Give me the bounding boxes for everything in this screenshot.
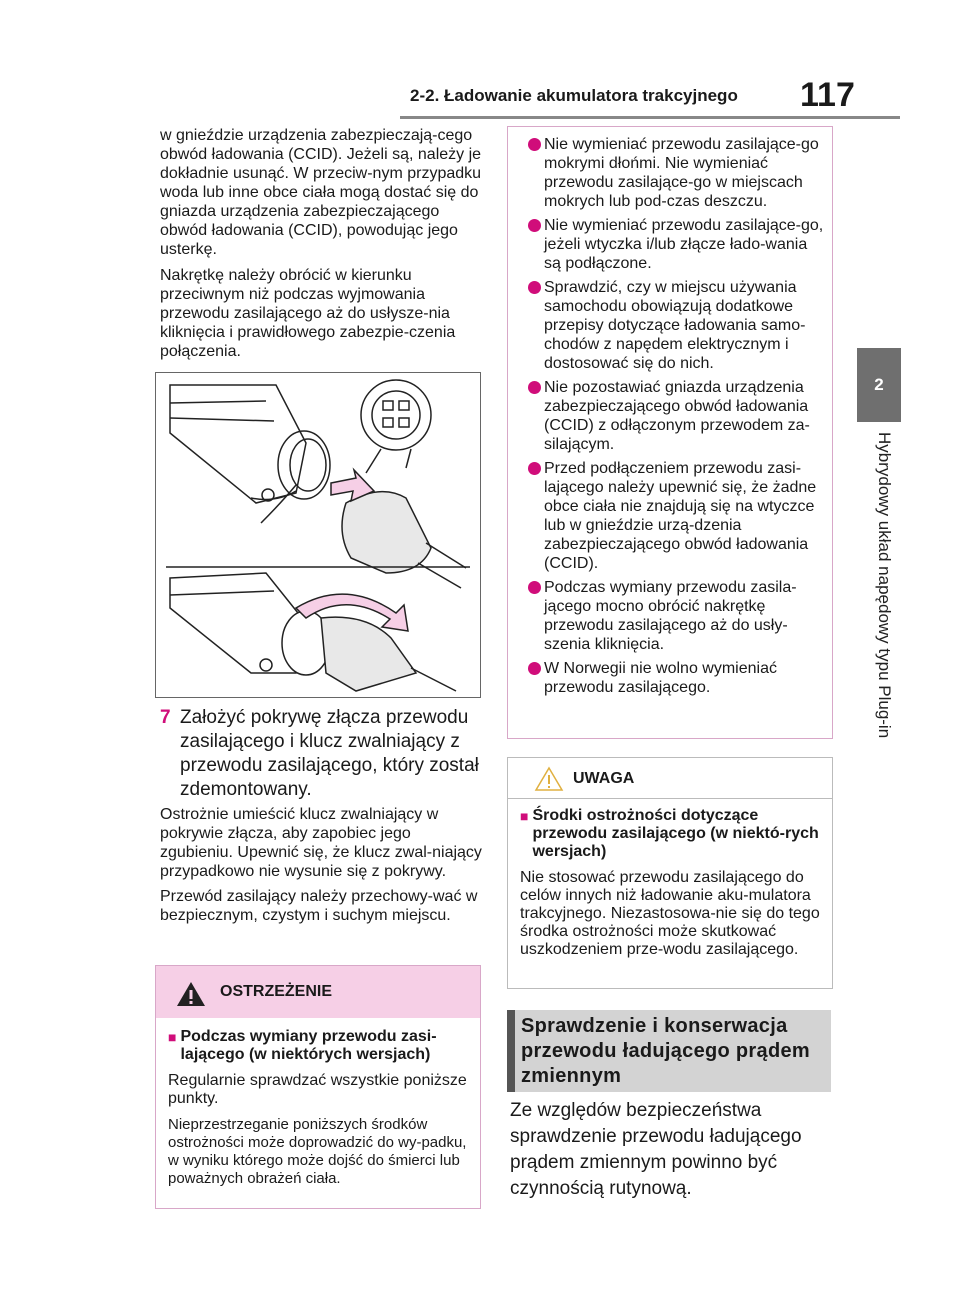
chapter-tab: 2 bbox=[857, 348, 901, 422]
list-item: Nie wymieniać przewodu zasilające-go mokrymi dłońmi. Nie wymieniać przewodu zasilające-go w miejscach mokrych lub pod-czas deszczu. bbox=[518, 135, 824, 211]
bullet-dot-icon bbox=[528, 581, 541, 594]
warning-box bbox=[155, 965, 481, 1209]
step-number: 7 bbox=[160, 707, 171, 728]
bullet-dot-icon bbox=[528, 219, 541, 232]
bullet-dot-icon bbox=[528, 281, 541, 294]
left-column-intro bbox=[160, 126, 485, 368]
bullet-dot-icon bbox=[528, 138, 541, 151]
running-header: 2-2. Ładowanie akumulatora trakcyjnego bbox=[410, 86, 738, 105]
list-item: Sprawdzić, czy w miejscu używania samochodu obowiązują dodatkowe przepisy dotyczące ładowania samo-chodów z napędem elektrycznym i dostosować się do nich. bbox=[518, 278, 824, 373]
list-item: W Norwegii nie wolno wymieniać przewodu zasilającego. bbox=[518, 659, 824, 697]
connector-drawing bbox=[156, 373, 480, 697]
connector-illustration bbox=[155, 372, 481, 698]
paragraph: w gnieździe urządzenia zabezpieczają-cego obwód ładowania (CCID). Jeżeli są, należy je dokładnie usunąć. W przeciw-nym przypadku woda lub inne obce ciała mogą dostać się do gniazda urządzenia zabezpieczającego obwód ładowania (CCID), powodując jego usterkę. bbox=[160, 127, 482, 258]
square-bullet-icon: ■ bbox=[168, 1029, 177, 1045]
step-7 bbox=[160, 706, 490, 802]
warning-header bbox=[156, 966, 480, 1018]
square-bullet-icon: ■ bbox=[520, 808, 529, 824]
warning-heading: Podczas wymiany przewodu zasi-lającego (w niektórych wersjach) bbox=[180, 1028, 437, 1063]
bullet-dot-icon bbox=[528, 662, 541, 675]
paragraph: Przewód zasilający należy przechowy-wać w bezpiecznym, czystym i suchym miejscu. bbox=[160, 888, 478, 924]
warning-body bbox=[156, 1018, 480, 1188]
caution-outline-icon bbox=[534, 766, 564, 792]
notice-header bbox=[508, 758, 832, 799]
notice-heading-row bbox=[520, 807, 822, 861]
warning-bullets-box bbox=[507, 126, 833, 739]
list-item: Nie wymieniać przewodu zasilające-go, jeżeli wtyczka i/lub złącze łado-wania są podłączone. bbox=[518, 216, 824, 273]
warning-icon bbox=[176, 981, 206, 1007]
paragraph: Nakrętkę należy obrócić w kierunku przeciwnym niż podczas wyjmowania przewodu zasilającego aż do usłysze-nia kliknięcia i prawidłowego zabezpie-czenia połączenia. bbox=[160, 267, 456, 360]
list-item: Przed podłączeniem przewodu zasi-lającego należy upewnić się, że żadne obce ciała nie znajdują się na wtyczce lub w gnieździe urzą-dzenia zabezpieczającego obwód ładowania (CCID). bbox=[518, 459, 824, 573]
notice-box bbox=[507, 757, 833, 989]
notice-paragraph: Nie stosować przewodu zasilającego do celów innych niż ładowanie aku-mulatora trakcyjnego. Niezastosowa-nie się do tego środka ostrożności może skutkować uszkodzeniem prze-wodu zasilającego. bbox=[520, 869, 820, 958]
left-column-notes bbox=[160, 805, 485, 931]
header-rule bbox=[400, 116, 900, 119]
warning-paragraph: Regularnie sprawdzać wszystkie poniższe punkty. bbox=[168, 1072, 467, 1107]
section-paragraph: Ze względów bezpieczeństwa sprawdzenie przewodu ładującego prądem zmiennym powinno być czynnością rutynową. bbox=[510, 1100, 802, 1199]
notice-title: UWAGA bbox=[573, 770, 635, 787]
warning-title: OSTRZEŻENIE bbox=[220, 983, 333, 1000]
bullet-dot-icon bbox=[528, 462, 541, 475]
notice-body bbox=[508, 799, 832, 959]
list-item: Podczas wymiany przewodu zasila-jącego mocno obrócić nakrętkę przewodu zasilającego aż do usły-szenia kliknięcia. bbox=[518, 578, 824, 654]
section-title: Sprawdzenie i konserwacja przewodu ładującego prądem zmiennym bbox=[521, 1015, 810, 1087]
warning-paragraph: Nieprzestrzeganie poniższych środków ostrożności może doprowadzić do wy-padku, w wyniku którego może dojść do śmierci lub poważnych obrażeń ciała. bbox=[168, 1116, 467, 1187]
section-heading bbox=[507, 1010, 831, 1092]
notice-heading: Środki ostrożności dotyczące przewodu zasilającego (w niektó-rych wersjach) bbox=[532, 807, 819, 860]
paragraph: Ostrożnie umieścić klucz zwalniający w pokrywie złącza, aby zapobiec jego zgubieniu. Upewnić się, że klucz zwal-niający przypadkowo nie wysunie się z pokrywy. bbox=[160, 806, 482, 880]
step-text: Założyć pokrywę złącza przewodu zasilającego i klucz zwalniający z przewodu zasilającego, który został zdemontowany. bbox=[180, 707, 479, 800]
list-item: Nie pozostawiać gniazda urządzenia zabezpieczającego obwód ładowania (CCID) z odłączonym przewodem za-silającym. bbox=[518, 378, 824, 454]
chapter-title: Hybrydowy układ napędowy typu Plug-in bbox=[875, 432, 894, 739]
section-bar bbox=[507, 1010, 515, 1092]
bullet-dot-icon bbox=[528, 381, 541, 394]
warning-heading-row bbox=[168, 1028, 470, 1064]
page-number: 117 bbox=[800, 76, 855, 114]
